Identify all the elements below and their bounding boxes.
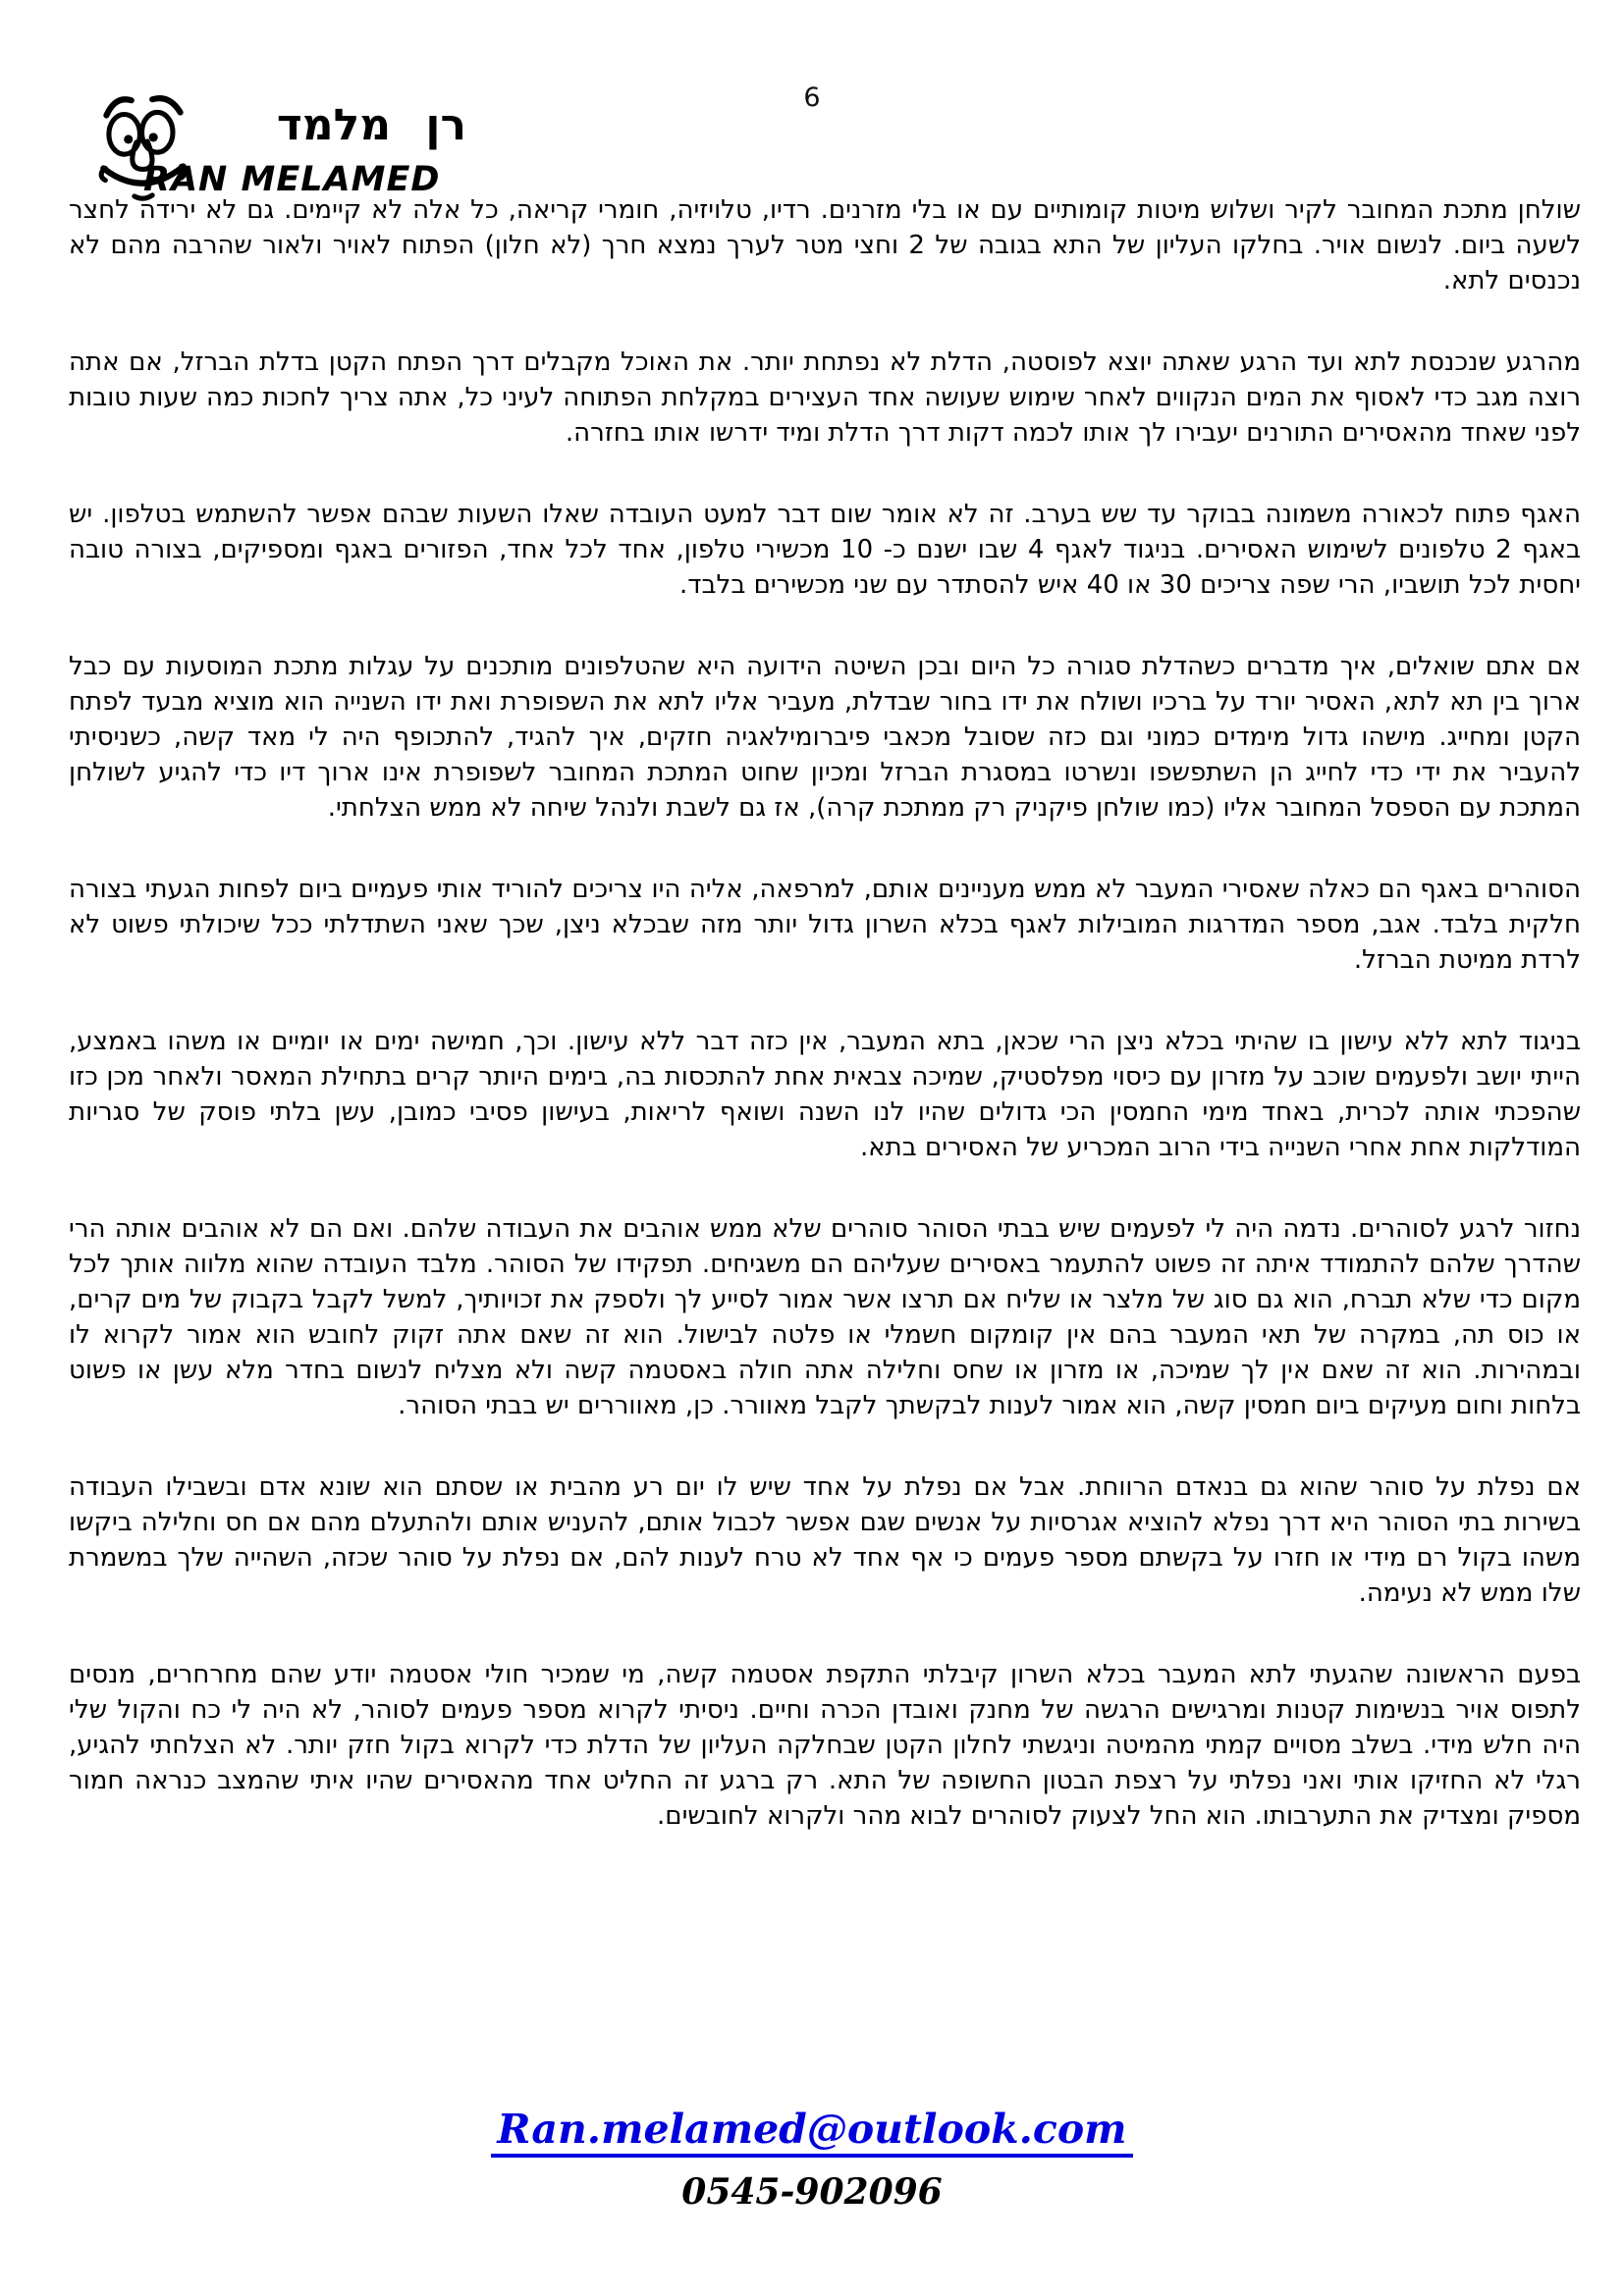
body-paragraph-3: האגף פתוח לכאורה משמונה בבוקר עד שש בערב. זה לא אומר שום דבר למעט העובדה שאלו השעות שבהם אפשר להשתמש בטלפון. יש באגף 2 טלפונים לשימוש האסירים. בניגוד לאגף 4 שבו ישנם כ- 10 מכשירי טלפון, אחד לכל אחד, הפזורים באגף ומספיקים, בצורה טובה יחסית לכל תושביו, הרי שפה צריכים 30 או 40 איש להסתדר עם שני מכשירים בלבד.	[69, 500, 1581, 600]
document-body	[69, 192, 1581, 2107]
email-link[interactable]: Ran.melamed@outlook.com	[491, 2107, 1132, 2158]
author-name-latin: RAN MELAMED	[143, 160, 441, 199]
body-paragraph-2: מהרגע שנכנסת לתא ועד הרגע שאתה יוצא לפוסטה, הדלת לא נפתחת יותר. את האוכל מקבלים דרך הפתח הקטן בדלת הברזל, אם אתה רוצה מגב כדי לאסוף את המים הנקווים לאחר שימוש שעושה אחד העצירים במקלחת הפתוחה לעיני כל, אתה צריך לחכות כמה שעות טובות לפני שאחד מהאסירים התורנים יעבירו לך אותו לכמה דקות דרך הדלת ומיד ידרשו אותו בחזרה.	[69, 347, 1581, 448]
body-paragraph-1: שולחן מתכת המחובר לקיר ושלוש מיטות קומותיים עם או בלי מזרנים. רדיו, טלויזיה, חומרי קריאה, כל אלה לא קיימים. גם לא ירידה לחצר לשעה ביום. לנשום אויר. בחלקו העליון של התא בגובה של 2 וחצי מטר לערך נמצא חרך (לא חלון) הפתוח לאויר ולאור שהרבה מהם לא נכנסים לתא.	[69, 195, 1581, 295]
body-paragraph-9: בפעם הראשונה שהגעתי לתא המעבר בכלא השרון קיבלתי התקפת אסטמה קשה, מי שמכיר חולי אסטמה יודע שהם מחרחרים, מנסים לתפוס אויר בנשימות קטנות ומרגישים הרגשה של מחנק ואובדן הכרה וחיים. ניסיתי לקרוא מספר פעמים לסוהר, לא היה לי כח והקול שלי היה חלש מידי. בשלב מסויים קמתי מהמיטה וניגשתי לחלון הקטן שבחלקה העליון של הדלת כדי לקרוא בקול חזק יותר. לא הצלחתי להגיע, רגלי לא החזיקו אותי ואני נפלתי על רצפת הבטון החשופה של התא. רק ברגע זה החליט אחד מהאסירים שהיו איתי שהמצב כנראה חמור מספיק ומצדיק את התערבותו. הוא החל לצעוק לסוהרים לבוא מהר ולקרוא לחובשים.	[69, 1660, 1581, 1831]
body-paragraph-7: נחזור לרגע לסוהרים. נדמה היה לי לפעמים שיש בבתי הסוהר סוהרים שלא ממש אוהבים את העבודה שלהם. ואם הם לא אוהבים אותה הרי שהדרך שלהם להתמודד איתה זה פשוט להתעמר באסירים שעליהם הם משגיחים. תפקידו של הסוהר. מלבד העובדה שהוא מלווה אותך לכל מקום כדי שלא תברח, הוא גם סוג של מלצר או שליח אם תרצו אשר אמור לסייע לך ולספק את זכויותיך, למשל לקבל בקבוק של מים קרים, או כוס תה, במקרה של תאי המעבר בהם אין קומקום חשמלי או פלטה לבישול. הוא זה שאם אתה זקוק לחובש הוא אמור לקרוא לו ובמהירות. הוא זה שאם אין לך שמיכה, או מזרון או שחס וחלילה אתה חולה באסטמה קשה ולא מצליח לנשום בחדר מלא עשן או פשוט בלחות וחום מעיקים ביום חמסין קשה, הוא אמור לענות לבקשתך לקבל מאוורר. כן, מאווררים יש בבתי הסוהר.	[69, 1214, 1581, 1420]
body-paragraph-8: אם נפלת על סוהר שהוא גם בנאדם הרווחת. אבל אם נפלת על אחד שיש לו יום רע מהבית או שסתם הוא שונא אדם ובשבילו העבודה בשירות בתי הסוהר היא דרך נפלא להוציא אגרסיות על אנשים שגם אפשר לכבול אותם, להעניש אותם ולהתעלם מהם אם חס וחלילה ביקשו משהו בקול רם מידי או חזרו על בקשתם מספר פעמים כי אף אחד לא טרח לענות להם, אם נפלת על סוהר שכזה, השהייה שלך במשמרת שלו ממש לא נעימה.	[69, 1472, 1581, 1608]
body-paragraph-5: הסוהרים באגף הם כאלה שאסירי המעבר לא ממש מעניינים אותם, למרפאה, אליה היו צריכים להוריד אותי פעמיים ביום לפחות הגעתי בצורה חלקית בלבד. אגב, מספר המדרגות המובילות לאגף בכלא השרון גדול יותר מזה שבכלא ניצן, שכך שאני השתדלתי ככל שיכולתי פשוט לא לרדת ממיטת הברזל.	[69, 875, 1581, 975]
body-paragraph-4: אם אתם שואלים, איך מדברים כשהדלת סגורה כל היום ובכן השיטה הידועה היא שהטלפונים מותכנים על עגלות מתכת המוסעות עם כבל ארוך בין תא לתא, האסיר יורד על ברכיו ושולח את ידו בחור שבדלת, מעביר אליו לתא את השפופרת ואת ידו השנייה הוא מוציא מבעד לפתח הקטן ומחייג. מישהו גדול מימדים כמוני וגם כזה שסובל מכאבי פיברומילאגיה חזקים, איך להגיד, להתכופף היה לי מאד קשה, כשניסיתי להעביר את ידי כדי לחייג הן השתפשפו ונשרטו במסגרת הברזל ומכיון שחוט המתכת המחובר לשפופרת אינו ארוך דיו כדי להגיע לשולחן המתכת עם הספסל המחובר אליו (כמו שולחן פיקניק רק ממתכת קרה), אז גם לשבת ולנהל שיחה לא ממש הצלחתי.	[69, 652, 1581, 823]
phone-number: 0545-902096	[681, 2171, 943, 2214]
body-paragraph-6: בניגוד לתא ללא עישון בו שהיתי בכלא ניצן הרי שכאן, בתא המעבר, אין כזה דבר ללא עישון. וכך, חמישה ימים או יומיים או משהו באמצע, הייתי יושב ולפעמים שוכב על מזרון עם כיסוי מפלסטיק, שמיכה צבאית אחת להתכסות בה, בימים היותר קרים בתחילת המאסר ולאחר מכן כזו שהפכתי אותה לכרית, באחד מימי החמסין הכי גדולים שהיו לנו השנה ושואף לריאות, בעישון פסיבי כמובן, עשן בלתי פוסק של סגריות המודלקות אחת אחרי השנייה בידי הרוב המכריע של האסירים בתא.	[69, 1027, 1581, 1162]
author-name-hebrew: רן מלמד	[276, 100, 466, 150]
footer	[0, 2107, 1624, 2213]
page-number: 6	[803, 82, 821, 113]
